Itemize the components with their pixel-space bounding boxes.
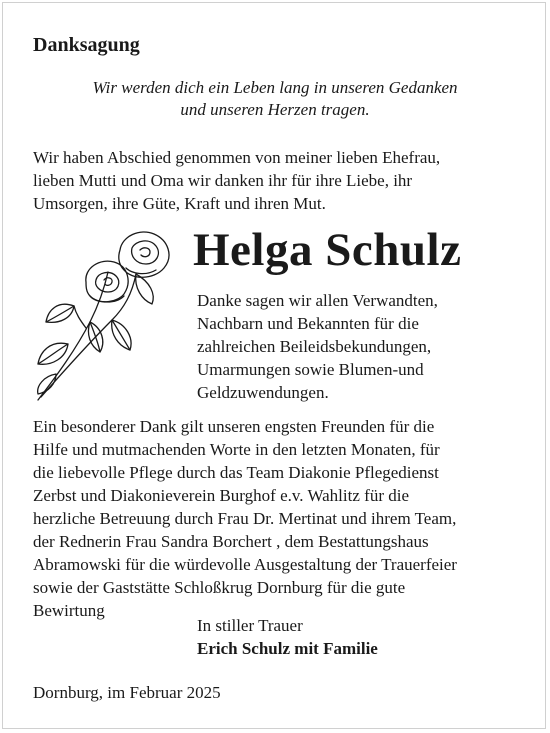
motto-line: und unseren Herzen tragen.: [180, 100, 370, 119]
intro-line: lieben Mutti und Oma wir danken ihr für ihre Liebe, ihr: [33, 171, 413, 190]
special-thanks-line: Zerbst und Diakonieverein Burghof e.v. Wahlitz für die: [33, 486, 409, 505]
thanks-line: Nachbarn und Bekannten für die: [197, 314, 419, 333]
special-thanks-paragraph: [33, 415, 457, 622]
intro-line: Wir haben Abschied genommen von meiner lieben Ehefrau,: [33, 148, 441, 167]
place-date: Dornburg, im Februar 2025: [33, 683, 221, 702]
signature-intro: In stiller Trauer: [197, 616, 303, 635]
roses-icon: [28, 224, 188, 404]
motto-line: Wir werden dich ein Leben lang in unseren Gedanken: [92, 78, 458, 97]
deceased-name: Helga Schulz: [193, 224, 462, 276]
motto-quote: [20, 77, 530, 121]
special-thanks-line: Bewirtung: [33, 601, 105, 620]
intro-line: Umsorgen, ihre Güte, Kraft und ihren Mut.: [33, 194, 326, 213]
special-thanks-line: Hilfe und mutmachenden Worte in den letzten Monaten, für: [33, 440, 440, 459]
special-thanks-line: Ein besonderer Dank gilt unseren engsten Freunden für die: [33, 417, 435, 436]
special-thanks-line: herzliche Betreuung durch Frau Dr. Mertinat und ihrem Team,: [33, 509, 457, 528]
special-thanks-line: Abramowski für die würdevolle Ausgestaltung der Trauerfeier: [33, 555, 457, 574]
heading: Danksagung: [33, 34, 140, 56]
thanks-line: zahlreichen Beileidsbekundungen,: [197, 337, 432, 356]
thanks-paragraph: [197, 289, 438, 404]
special-thanks-line: der Rednerin Frau Sandra Borchert , dem Bestattungshaus: [33, 532, 429, 551]
signature-name: Erich Schulz mit Familie: [197, 639, 378, 658]
thanks-line: Danke sagen wir allen Verwandten,: [197, 291, 438, 310]
intro-paragraph: [33, 146, 533, 215]
special-thanks-line: sowie der Gaststätte Schloßkrug Dornburg für die gute: [33, 578, 406, 597]
thanks-line: Geldzuwendungen.: [197, 383, 329, 402]
special-thanks-line: die liebevolle Pflege durch das Team Diakonie Pflegedienst: [33, 463, 439, 482]
thanks-line: Umarmungen sowie Blumen-und: [197, 360, 424, 379]
signature-block: [197, 614, 378, 660]
